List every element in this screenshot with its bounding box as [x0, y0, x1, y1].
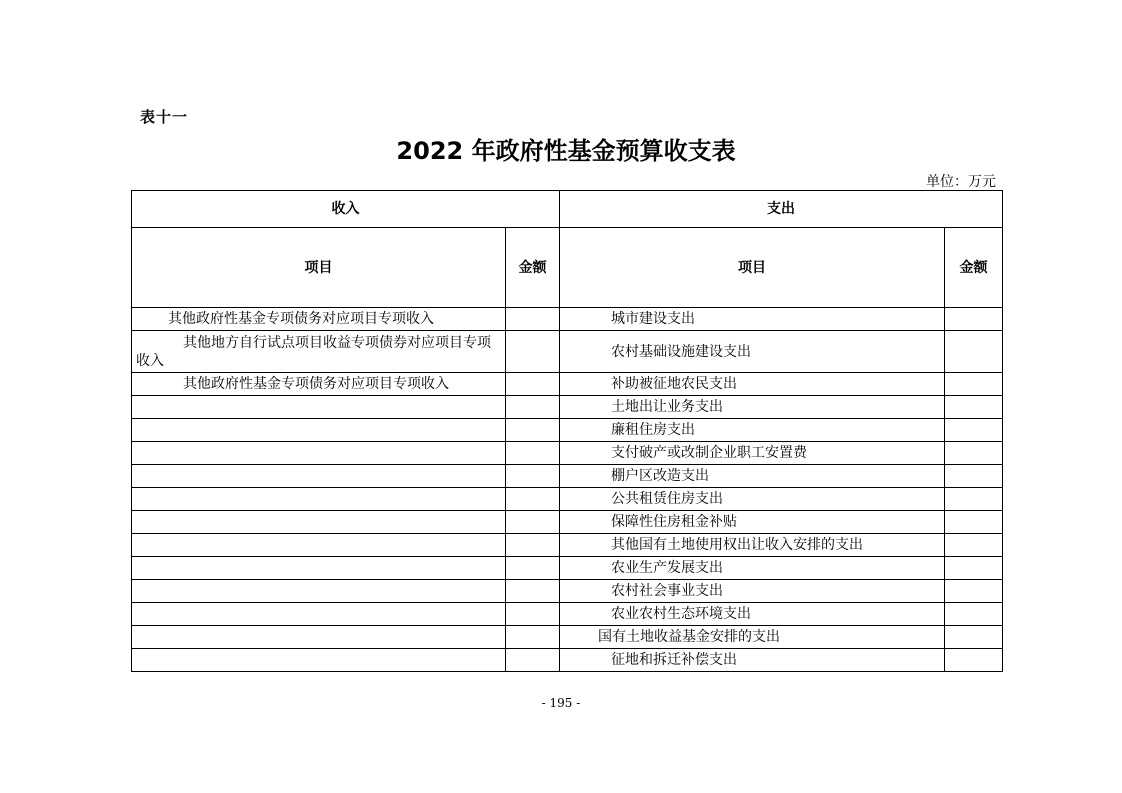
income-amount-cell: [506, 442, 560, 465]
expenditure-item-header: 项目: [560, 228, 945, 308]
income-amount-cell: [506, 511, 560, 534]
table-row: [132, 534, 1003, 557]
expenditure-amount-cell: [945, 465, 1003, 488]
expenditure-amount-cell: [945, 488, 1003, 511]
table-row: [132, 331, 1003, 373]
expenditure-amount-cell: [945, 308, 1003, 331]
expenditure-item-cell: 农村基础设施建设支出: [560, 331, 945, 373]
expenditure-item-cell: 保障性住房租金补贴: [560, 511, 945, 534]
income-item-cell: [132, 488, 506, 511]
expenditure-section-header: 支出: [560, 191, 1003, 228]
table-row: [132, 488, 1003, 511]
table-row: [132, 511, 1003, 534]
income-item-cell: [132, 511, 506, 534]
expenditure-amount-cell: [945, 511, 1003, 534]
expenditure-item-cell: 农村社会事业支出: [560, 580, 945, 603]
income-item-cell: [132, 442, 506, 465]
expenditure-amount-cell: [945, 649, 1003, 672]
table-row: [132, 557, 1003, 580]
table-row: [132, 626, 1003, 649]
expenditure-item-cell: 其他国有土地使用权出让收入安排的支出: [560, 534, 945, 557]
expenditure-amount-cell: [945, 442, 1003, 465]
income-item-cell: [132, 465, 506, 488]
unit-label: 单位：万元: [926, 174, 996, 190]
expenditure-item-cell: 棚户区改造支出: [560, 465, 945, 488]
income-amount-cell: [506, 396, 560, 419]
expenditure-item-cell: 公共租赁住房支出: [560, 488, 945, 511]
income-item-cell: [132, 603, 506, 626]
income-item-cell: [132, 649, 506, 672]
income-amount-cell: [506, 534, 560, 557]
expenditure-item-cell: 支付破产或改制企业职工安置费: [560, 442, 945, 465]
expenditure-amount-cell: [945, 557, 1003, 580]
table-row: [132, 649, 1003, 672]
income-amount-cell: [506, 308, 560, 331]
expenditure-amount-cell: [945, 373, 1003, 396]
expenditure-item-cell: 补助被征地农民支出: [560, 373, 945, 396]
income-amount-cell: [506, 331, 560, 373]
page-title: 2022 年政府性基金预算收支表: [396, 137, 736, 165]
budget-table: [131, 190, 1003, 672]
table-row: [132, 396, 1003, 419]
expenditure-item-cell: 农业农村生态环境支出: [560, 603, 945, 626]
income-amount-cell: [506, 603, 560, 626]
table-row: [132, 603, 1003, 626]
header-row-sections: [132, 191, 1003, 228]
income-item-cell: [132, 626, 506, 649]
income-amount-cell: [506, 649, 560, 672]
expenditure-amount-header: 金额: [945, 228, 1003, 308]
income-amount-cell: [506, 557, 560, 580]
income-item-cell: 其他政府性基金专项债务对应项目专项收入: [132, 373, 506, 396]
income-amount-cell: [506, 419, 560, 442]
expenditure-amount-cell: [945, 419, 1003, 442]
income-item-header: 项目: [132, 228, 506, 308]
expenditure-amount-cell: [945, 534, 1003, 557]
income-item-cell: 其他政府性基金专项债务对应项目专项收入: [132, 308, 506, 331]
income-item-cell: [132, 534, 506, 557]
table-number-label: 表十一: [140, 108, 189, 126]
expenditure-item-cell: 城市建设支出: [560, 308, 945, 331]
income-amount-cell: [506, 626, 560, 649]
income-amount-cell: [506, 580, 560, 603]
income-amount-cell: [506, 488, 560, 511]
page-number: - 195 -: [541, 696, 581, 710]
expenditure-item-cell: 征地和拆迁补偿支出: [560, 649, 945, 672]
income-item-cell: [132, 419, 506, 442]
expenditure-item-cell: 农业生产发展支出: [560, 557, 945, 580]
expenditure-amount-cell: [945, 396, 1003, 419]
expenditure-amount-cell: [945, 603, 1003, 626]
expenditure-item-cell: 土地出让业务支出: [560, 396, 945, 419]
table-row: [132, 442, 1003, 465]
table-row: [132, 580, 1003, 603]
expenditure-amount-cell: [945, 331, 1003, 373]
income-item-cell: 其他地方自行试点项目收益专项债券对应项目专项收入: [132, 331, 506, 373]
table-row: [132, 308, 1003, 331]
expenditure-amount-cell: [945, 580, 1003, 603]
income-amount-cell: [506, 373, 560, 396]
income-item-cell: [132, 580, 506, 603]
income-item-cell: [132, 557, 506, 580]
header-row-columns: [132, 228, 1003, 308]
income-section-header: 收入: [132, 191, 560, 228]
expenditure-amount-cell: [945, 626, 1003, 649]
table-row: [132, 373, 1003, 396]
income-amount-header: 金额: [506, 228, 560, 308]
table-row: [132, 465, 1003, 488]
expenditure-item-cell: 国有土地收益基金安排的支出: [560, 626, 945, 649]
income-amount-cell: [506, 465, 560, 488]
table-row: [132, 419, 1003, 442]
expenditure-item-cell: 廉租住房支出: [560, 419, 945, 442]
income-item-cell: [132, 396, 506, 419]
